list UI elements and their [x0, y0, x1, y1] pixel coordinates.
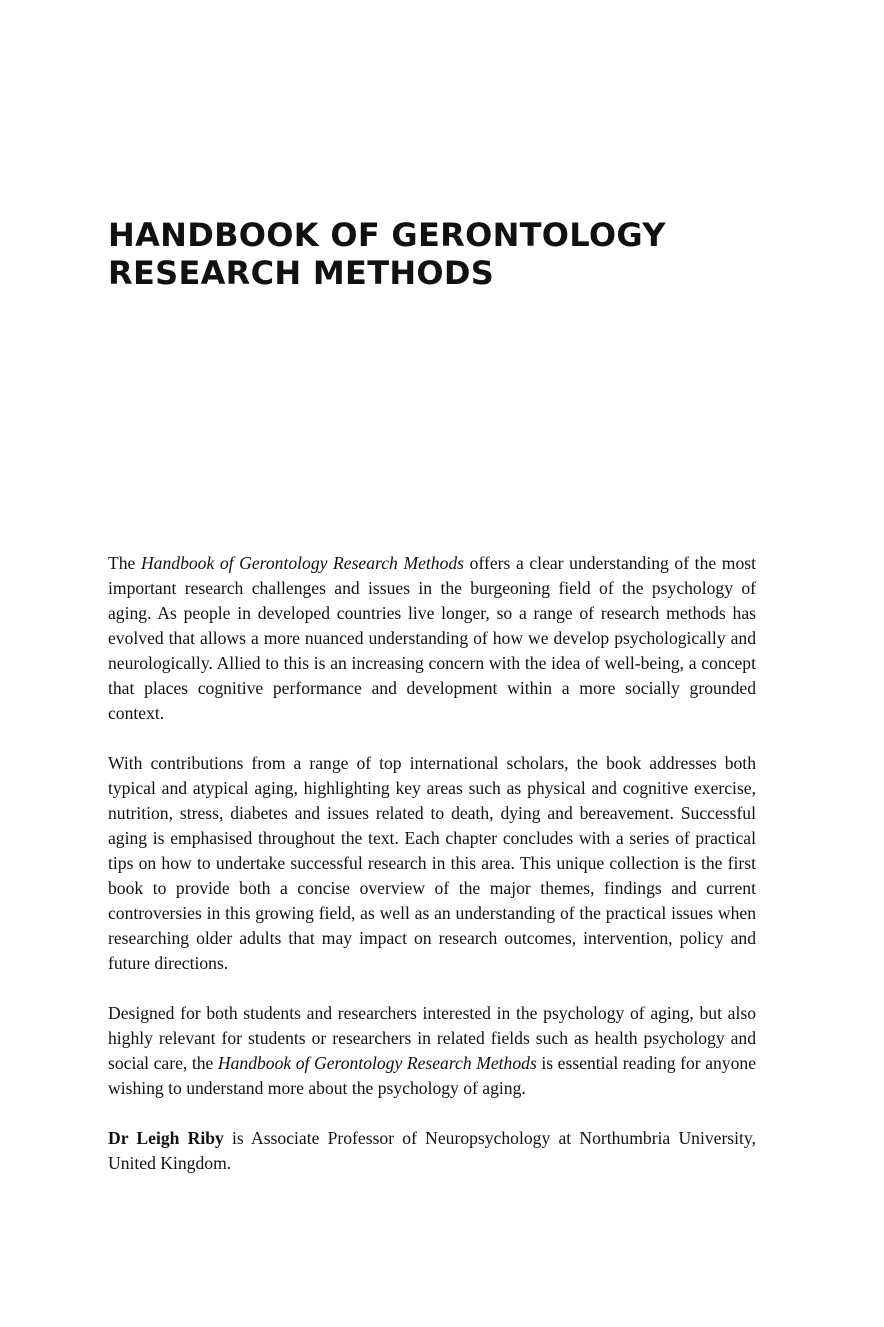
author-bio-rest: is Associate Professor of Neuropsychology at Northumbria University, United Kingdom. [108, 1128, 756, 1173]
description-paragraph-2: With contributions from a range of top international scholars, the book addresses both typical and atypical aging, highlighting key areas such as physical and cognitive exercise, nutrition, stress, diabetes and issues related to death, dying and bereavement. Successful aging is emphasised throughout the text. Each chapter concludes with a series of practical tips on how to undertake successful research in this area. This unique collection is the first book to provide both a concise overview of the major themes, findings and current controversies in this growing field, as well as an understanding of the practical issues when researching older adults that may impact on research outcomes, intervention, policy and future directions. [108, 753, 756, 973]
author-bio [108, 1126, 756, 1176]
paragraph-1-lead: The [108, 553, 141, 573]
book-title-line-2: RESEARCH METHODS [108, 254, 495, 292]
book-description [108, 551, 756, 1176]
book-title [108, 216, 788, 292]
author-name: Dr Leigh Riby [108, 1128, 224, 1148]
paragraph-3-book-title: Handbook of Gerontology Research Methods [217, 1053, 537, 1073]
paragraph-3-rest: is essential reading for anyone wishing to understand more about the psychology of aging. [108, 1053, 756, 1098]
paragraph-1-book-title: Handbook of Gerontology Research Methods [140, 553, 465, 573]
paragraph-3-lead: Designed for both students and researchers interested in the psychology of aging, but also highly relevant for students or researchers in related fields such as health psychology and social care, the [108, 1003, 756, 1073]
description-paragraph-3 [108, 1001, 756, 1101]
paragraph-1-rest: offers a clear understanding of the most important research challenges and issues in the burgeoning field of the psychology of aging. As people in developed countries live longer, so a range of research methods has evolved that allows a more nuanced understanding of how we develop psychologically and neurologically. Allied to this is an increasing concern with the idea of well-being, a concept that places cognitive performance and development within a more socially grounded context. [108, 553, 756, 723]
book-title-line-1: HANDBOOK OF GERONTOLOGY [108, 216, 666, 254]
description-paragraph-1 [108, 551, 756, 726]
